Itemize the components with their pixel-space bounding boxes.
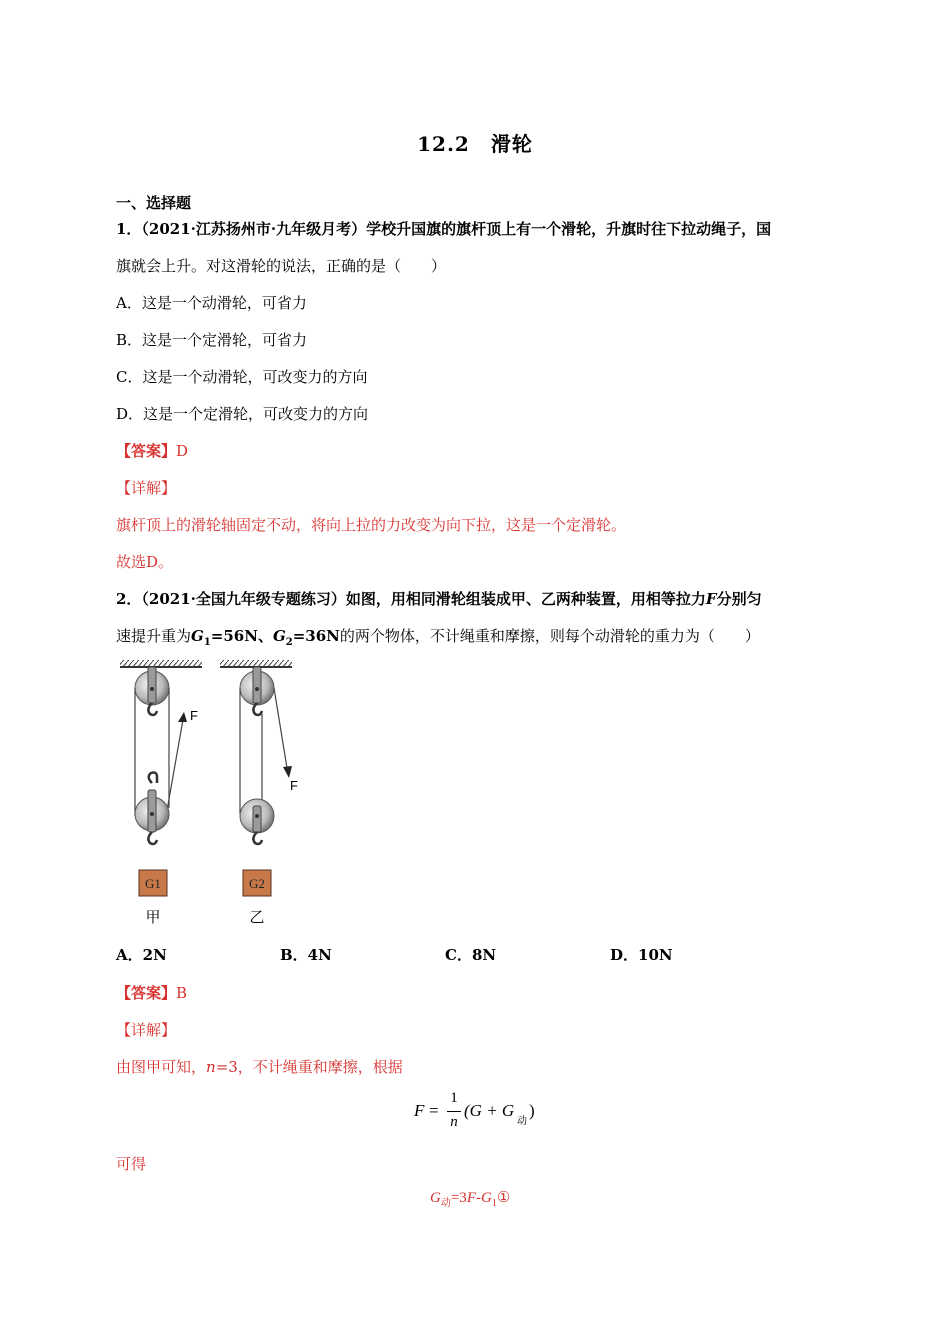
- q1-option-b: B．这是一个定滑轮，可省力: [116, 331, 308, 349]
- weight-block-g1: [139, 870, 167, 896]
- q2-option-d: D．10N: [610, 946, 673, 964]
- q2-detail-text-b: =3，不计绳重和摩擦，根据: [215, 1058, 403, 1076]
- formula-rhs-close: ): [529, 1101, 535, 1120]
- fixed-pulley-yi: [240, 667, 274, 715]
- formula-rhs: (G + G: [464, 1101, 515, 1120]
- q2-detail-label: 【详解】: [116, 1021, 177, 1039]
- q1-stem-line2: 旗就会上升。对这滑轮的说法，正确的是（ ）: [116, 257, 447, 275]
- caption-jia: 甲: [145, 908, 161, 926]
- formula2-dash: -: [475, 1190, 481, 1206]
- q1-detail-text: 旗杆顶上的滑轮轴固定不动，将向上拉的力改变为向下拉，这是一个定滑轮。: [116, 516, 627, 534]
- q2-answer: [116, 982, 187, 1004]
- force-label-jia: F: [190, 708, 198, 723]
- q2-force-symbol: F: [705, 590, 717, 608]
- g1-symbol: G: [191, 627, 204, 645]
- force-arrow-jia: [178, 708, 198, 723]
- q2-detail-text-a: 由图甲可知，: [116, 1058, 207, 1076]
- formula2-g1-subscript: 1: [491, 1198, 497, 1209]
- formula-moving-pulley: [430, 1187, 510, 1215]
- ceiling-jia: [120, 660, 202, 667]
- formula-lhs: F: [414, 1101, 425, 1120]
- q2-stem-text-a: 2．（2021·全国九年级专题练习）如图，用相同滑轮组装成甲、乙两种装置，用相等拉力: [116, 590, 706, 608]
- g2-symbol: G: [272, 627, 286, 645]
- caption-yi: 乙: [249, 908, 265, 926]
- q1-stem-line1: 1．（2021·江苏扬州市·九年级月考）学校升国旗的旗杆顶上有一个滑轮，升旗时往下拉动绳子，国: [116, 220, 772, 238]
- q2-option-b: B．4N: [280, 946, 332, 964]
- fraction-bar: [447, 1111, 461, 1112]
- formula2-subscript: 动: [440, 1198, 451, 1209]
- q2-option-a: A．2N: [116, 946, 167, 964]
- force-arrow-yi: [283, 766, 298, 793]
- g2-value: =36N: [292, 627, 340, 645]
- q2-stem-text-c: 速提升重为: [116, 627, 192, 645]
- section-heading: 一、选择题: [116, 194, 192, 212]
- fixed-pulley-jia: [135, 667, 169, 715]
- answer-label: 【答案】: [116, 984, 177, 1002]
- formula2-g1: G: [480, 1190, 492, 1206]
- formula-eq: =: [429, 1101, 439, 1120]
- q2-stem-text-d: 的两个物体，不计绳重和摩擦，则每个动滑轮的重力为（ ）: [339, 627, 760, 645]
- g2-subscript: 2: [285, 637, 293, 648]
- q1-option-d: D．这是一个定滑轮，可改变力的方向: [116, 405, 369, 423]
- q2-stem-text-b: 分别匀: [716, 590, 762, 608]
- formula-numerator: 1: [450, 1090, 458, 1106]
- movable-pulley-yi: [240, 799, 274, 844]
- formula-denominator: n: [450, 1114, 458, 1130]
- formula-force: [414, 1090, 554, 1138]
- q2-stem-line1: [116, 588, 762, 610]
- block-label-g2: G2: [249, 876, 265, 891]
- g1-subscript: 1: [203, 637, 211, 648]
- formula2-mid: =3: [450, 1190, 467, 1206]
- formula-rhs-subscript: 动: [517, 1116, 527, 1127]
- ceiling-yi: [220, 660, 292, 667]
- q1-option-c: C．这是一个动滑轮，可改变力的方向: [116, 368, 368, 386]
- q1-option-a: A．这是一个动滑轮，可省力: [116, 294, 307, 312]
- force-label-yi: F: [290, 778, 298, 793]
- formula2-mark: ①: [496, 1190, 511, 1206]
- q2-stem-line2: [116, 625, 760, 654]
- q1-conclusion: 故选D。: [116, 553, 174, 571]
- pulley-figure: [112, 656, 312, 932]
- ropes-jia: [135, 688, 184, 816]
- page-title: 12.2 滑轮: [417, 132, 533, 156]
- q1-detail-label: 【详解】: [116, 479, 177, 497]
- block-label-g1: G1: [145, 876, 161, 891]
- g1-value: =56N、: [210, 627, 273, 645]
- kede-text: 可得: [116, 1155, 147, 1173]
- q1-answer: [116, 440, 188, 462]
- formula2-f: F: [466, 1190, 476, 1206]
- weight-block-g2: [243, 870, 271, 896]
- q2-option-c: C．8N: [445, 946, 497, 964]
- ropes-yi: [240, 688, 287, 814]
- answer-value: B: [176, 984, 188, 1002]
- n-symbol: n: [206, 1058, 216, 1076]
- answer-label: 【答案】: [116, 442, 177, 460]
- formula2-g: G: [430, 1190, 441, 1206]
- q2-detail-text: [116, 1056, 403, 1078]
- answer-value: D: [176, 442, 189, 460]
- movable-pulley-jia: [135, 773, 169, 845]
